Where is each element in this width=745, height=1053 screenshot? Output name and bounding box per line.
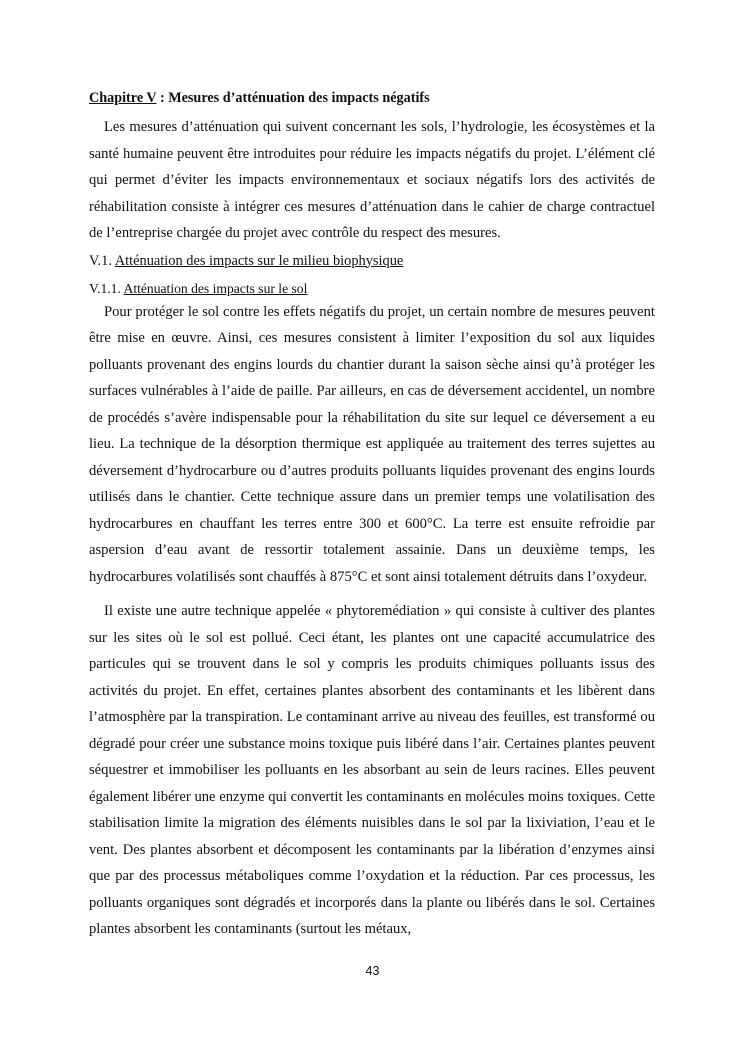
subsection-heading-v11	[89, 279, 655, 299]
chapter-title-text: : Mesures d’atténuation des impacts négatifs	[156, 90, 430, 106]
body-paragraph-thermal-desorption: Pour protéger le sol contre les effets négatifs du projet, un certain nombre de mesures peuvent être mise en œuvre. Ainsi, ces mesures consistent à limiter l’exposition du sol aux liquides polluants provenant des engins lourds du chantier durant la saison sèche ainsi qu’à protéger les surfaces vulnérables à l’aide de paille. Par ailleurs, en cas de déversement accidentel, un nombre de procédés s’avère indispensable pour la réhabilitation du site sur lequel ce déversement a eu lieu. La technique de la désorption thermique est appliquée au traitement des terres sujettes au déversement d’hydrocarbure ou d’autres produits polluants liquides provenant des engins lourds utilisés dans le chantier. Cette technique assure dans un premier temps une volatilisation des hydrocarbures en chauffant les terres entre 300 et 600°C. La terre est ensuite refroidie par aspersion d’eau avant de ressortir totalement assainie. Dans un deuxième temps, les hydrocarbures volatilisés sont chauffés à 875°C et sont ainsi totalement détruits dans l’oxydeur.	[89, 303, 655, 585]
chapter-label: Chapitre V	[89, 90, 157, 106]
body-paragraph-phytoremediation: Il existe une autre technique appelée « phytoremédiation » qui consiste à cultiver des plantes sur les sites où le sol est pollué. Ceci étant, les plantes ont une capacité accumulatrice des particules qui se trouvent dans le sol y compris les produits chimiques polluants issus des activités du projet. En effet, certaines plantes absorbent des contaminants et les libèrent dans l’atmosphère par la transpiration. Le contaminant arrive au niveau des feuilles, est transformé ou dégradé pour créer une substance moins toxique puis libéré dans l’air. Certaines plantes peuvent séquestrer et immobiliser les polluants en les absorbant au sein de leurs racines. Elles peuvent également libérer une enzyme qui convertit les contaminants en molécules moins toxiques. Cette stabilisation limite la migration des éléments nuisibles dans le sol par la lixiviation, l’eau et le vent. Des plantes absorbent et décomposent les contaminants par la libération d’enzymes ainsi que par des processus métaboliques comme l’oxydation et la réduction. Par ces processus, les polluants organiques sont dégradés et incorporés dans la plante ou libérés dans le sol. Certaines plantes absorbent les contaminants (surtout les métaux,	[89, 603, 655, 937]
section-number: V.1.	[89, 252, 115, 269]
subsection-number: V.1.1.	[89, 280, 124, 296]
intro-paragraph: Les mesures d’atténuation qui suivent concernant les sols, l’hydrologie, les écosystèmes et la santé humaine peuvent être introduites pour réduire les impacts négatifs du projet. L’élément clé qui permet d’éviter les impacts environnementaux et sociaux négatifs lors des activités de réhabilitation consiste à intégrer ces mesures d’atténuation dans le cahier de charge contractuel de l’entreprise chargée du projet avec contrôle du respect des mesures.	[89, 119, 655, 241]
section-title: Atténuation des impacts sur le milieu biophysique	[114, 252, 404, 269]
subsection-title: Atténuation des impacts sur le sol	[123, 280, 308, 296]
document-page	[89, 88, 655, 943]
chapter-title	[89, 88, 655, 108]
page-number: 43	[365, 964, 380, 978]
section-heading-v1	[89, 251, 655, 271]
